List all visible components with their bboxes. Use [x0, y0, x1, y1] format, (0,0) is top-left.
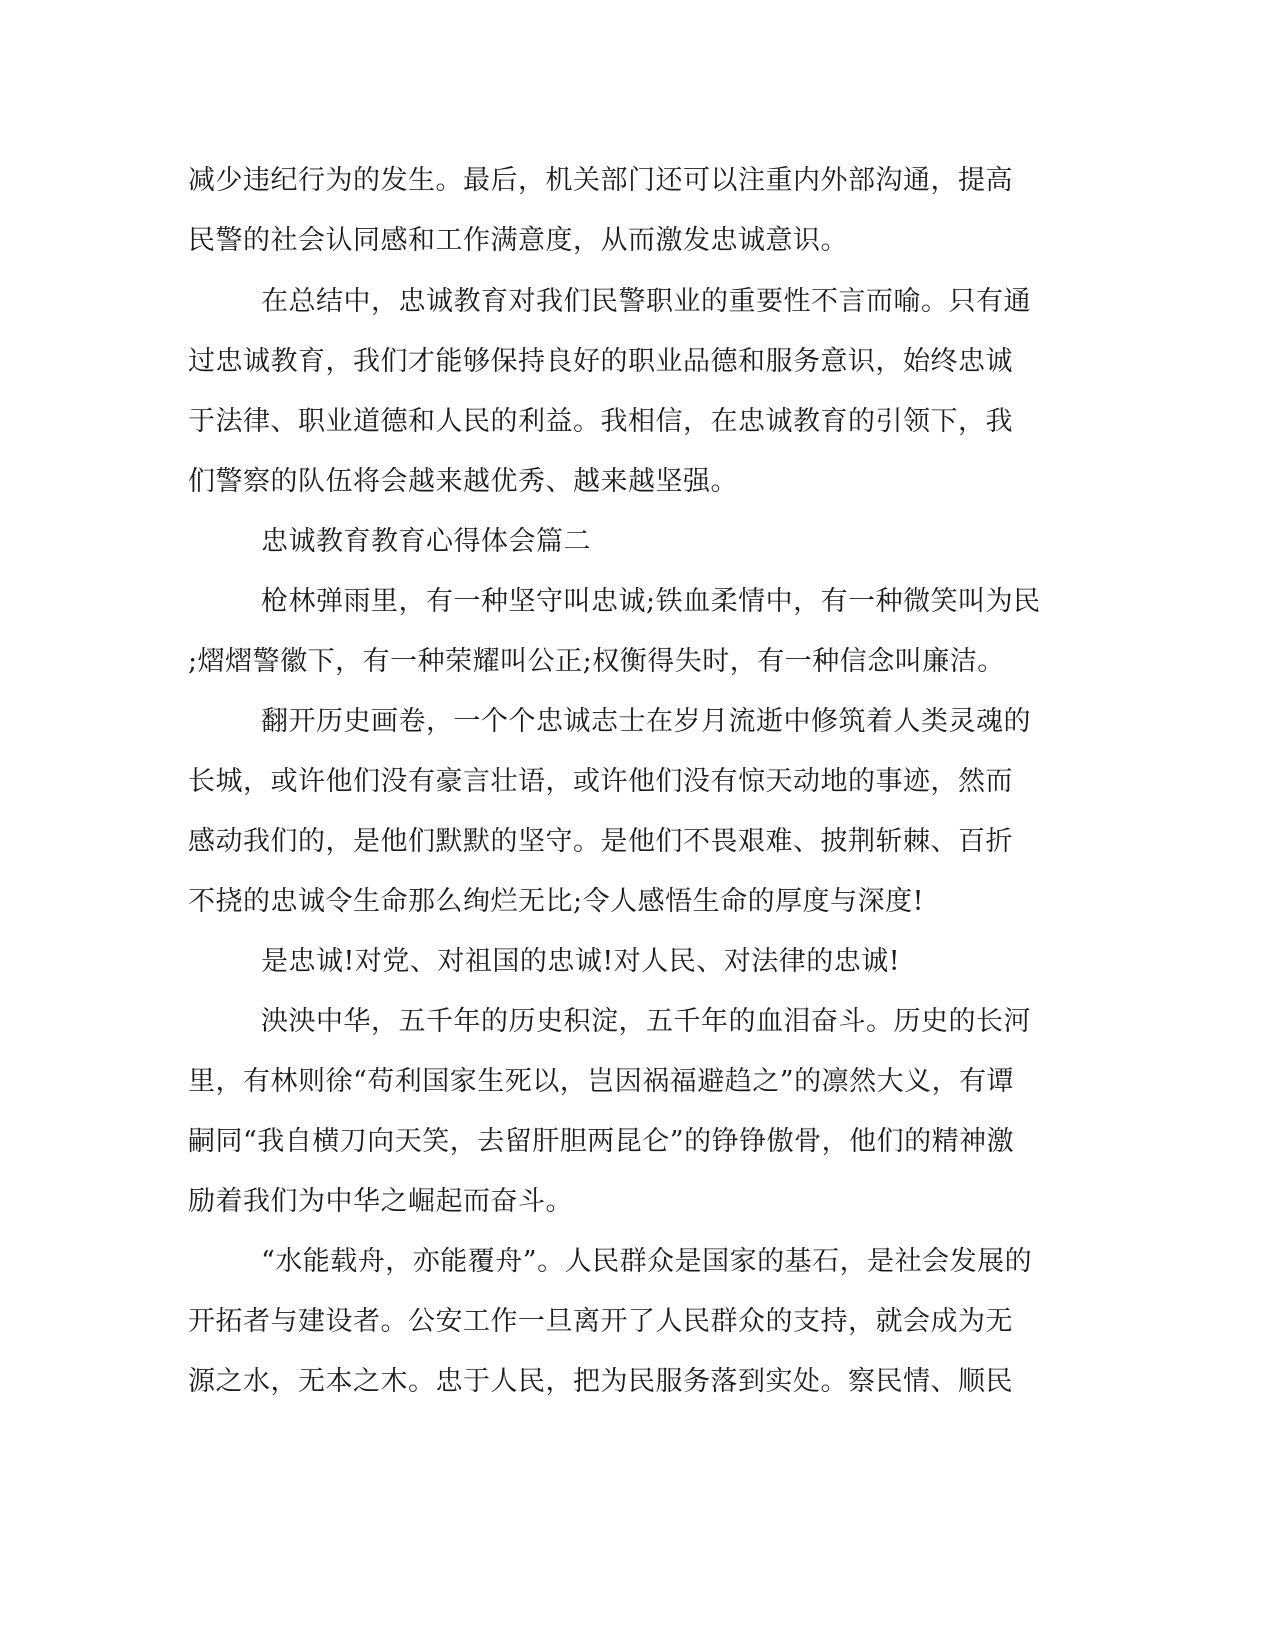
paragraph-8-line-3: 源之水，无本之木。忠于人民，把为民服务落到实处。察民情、顺民 [188, 1366, 1013, 1397]
paragraph-8-line-2: 开拓者与建设者。公安工作一旦离开了人民群众的支持，就会成为无 [188, 1306, 1013, 1337]
paragraph-5-line-1: 翻开历史画卷，一个个忠诚志士在岁月流逝中修筑着人类灵魂的 [261, 706, 1031, 737]
paragraph-2-line-4: 们警察的队伍将会越来越优秀、越来越坚强。 [188, 466, 738, 497]
paragraph-7-line-2: 里，有林则徐“苟利国家生死以，岂因祸福避趋之”的凛然大义，有谭 [188, 1066, 1015, 1097]
paragraph-7-line-1: 泱泱中华，五千年的历史积淀，五千年的血泪奋斗。历史的长河 [261, 1006, 1031, 1037]
paragraph-6-line-1: 是忠诚!对党、对祖国的忠诚!对人民、对法律的忠诚! [261, 946, 901, 977]
paragraph-5-line-4: 不挠的忠诚令生命那么绚烂无比;令人感悟生命的厚度与深度! [188, 886, 924, 917]
section-heading: 忠诚教育教育心得体会篇二 [261, 526, 591, 557]
paragraph-2-line-2: 过忠诚教育，我们才能够保持良好的职业品德和服务意识，始终忠诚 [188, 346, 1013, 377]
paragraph-2-line-1: 在总结中，忠诚教育对我们民警职业的重要性不言而喻。只有通 [261, 286, 1031, 317]
paragraph-7-line-3: 嗣同“我自横刀向天笑，去留肝胆两昆仑”的铮铮傲骨，他们的精神激 [188, 1126, 1015, 1157]
paragraph-1-line-2: 民警的社会认同感和工作满意度，从而激发忠诚意识。 [188, 225, 848, 256]
paragraph-4-line-1: 枪林弹雨里，有一种坚守叫忠诚;铁血柔情中，有一种微笑叫为民 [261, 586, 1041, 617]
paragraph-8-line-1: “水能载舟，亦能覆舟”。人民群众是国家的基石，是社会发展的 [261, 1246, 1033, 1277]
paragraph-5-line-2: 长城，或许他们没有豪言壮语，或许他们没有惊天动地的事迹，然而 [188, 766, 1013, 797]
paragraph-4-line-2: ;熠熠警徽下，有一种荣耀叫公正;权衡得失时，有一种信念叫廉洁。 [188, 646, 1005, 677]
paragraph-7-line-4: 励着我们为中华之崛起而奋斗。 [188, 1186, 573, 1217]
paragraph-2-line-3: 于法律、职业道德和人民的利益。我相信，在忠诚教育的引领下，我 [188, 406, 1013, 437]
paragraph-5-line-3: 感动我们的，是他们默默的坚守。是他们不畏艰难、披荆斩棘、百折 [188, 826, 1013, 857]
paragraph-1-line-1: 减少违纪行为的发生。最后，机关部门还可以注重内外部沟通，提高 [188, 165, 1013, 196]
